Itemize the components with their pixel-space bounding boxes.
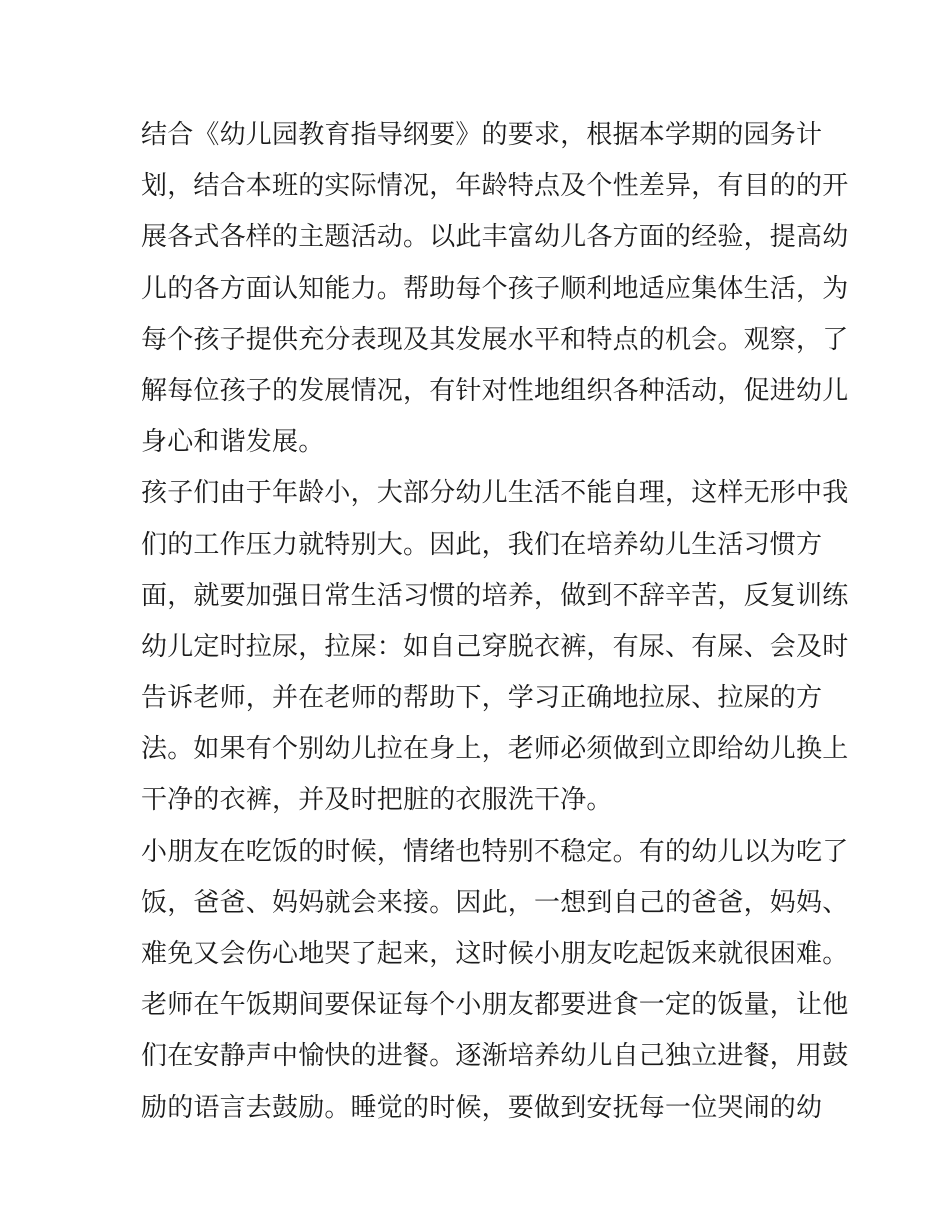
- text-line: 难免又会伤心地哭了起来，这时候小朋友吃起饭来就很困难。: [141, 939, 849, 969]
- text-line: 幼儿定时拉尿，拉屎：如自己穿脱衣裤，有尿、有屎、会及时: [141, 631, 849, 662]
- document-body: [141, 110, 849, 1134]
- text-line: 解每位孩子的发展情况，有针对性地组织各种活动，促进幼儿: [141, 375, 849, 406]
- text-line: 结合《幼儿园教育指导纲要》的要求，根据本学期的园务计: [141, 120, 823, 150]
- text-line: 们在安静声中愉快的进餐。逐渐培养幼儿自己独立进餐，用鼓: [141, 1041, 849, 1072]
- text-line: 饭，爸爸、妈妈就会来接。因此，一想到自己的爸爸，妈妈、: [141, 887, 849, 918]
- text-line: 励的语言去鼓励。睡觉的时候，要做到安抚每一位哭闹的幼: [141, 1092, 823, 1123]
- text-line: 法。如果有个别幼儿拉在身上，老师必须做到立即给幼儿换上: [141, 734, 849, 765]
- text-line: 小朋友在吃饭的时候，情绪也特别不稳定。有的幼儿以为吃了: [141, 836, 849, 867]
- paragraph-3: [141, 827, 849, 1134]
- text-line: 告诉老师，并在老师的帮助下，学习正确地拉尿、拉屎的方: [141, 683, 823, 714]
- text-line: 面，就要加强日常生活习惯的培养，做到不辞辛苦，反复训练: [141, 580, 849, 611]
- text-line: 们的工作压力就特别大。因此，我们在培养幼儿生活习惯方: [141, 529, 823, 560]
- text-line: 展各式各样的主题活动。以此丰富幼儿各方面的经验，提高幼: [141, 222, 849, 253]
- text-line: 划，结合本班的实际情况，年龄特点及个性差异，有目的的开: [141, 171, 849, 202]
- text-line: 儿的各方面认知能力。帮助每个孩子顺利地适应集体生活，为: [141, 273, 849, 304]
- text-line: 干净的衣裤，并及时把脏的衣服洗干净。: [141, 785, 613, 816]
- text-line: 老师在午饭期间要保证每个小朋友都要进食一定的饭量，让他: [141, 990, 849, 1021]
- paragraph-1: [141, 110, 849, 468]
- paragraph-2: [141, 468, 849, 826]
- text-line: 孩子们由于年龄小，大部分幼儿生活不能自理，这样无形中我: [141, 478, 849, 509]
- text-line: 每个孩子提供充分表现及其发展水平和特点的机会。观察，了: [141, 324, 849, 355]
- text-line: 身心和谐发展。: [141, 427, 325, 458]
